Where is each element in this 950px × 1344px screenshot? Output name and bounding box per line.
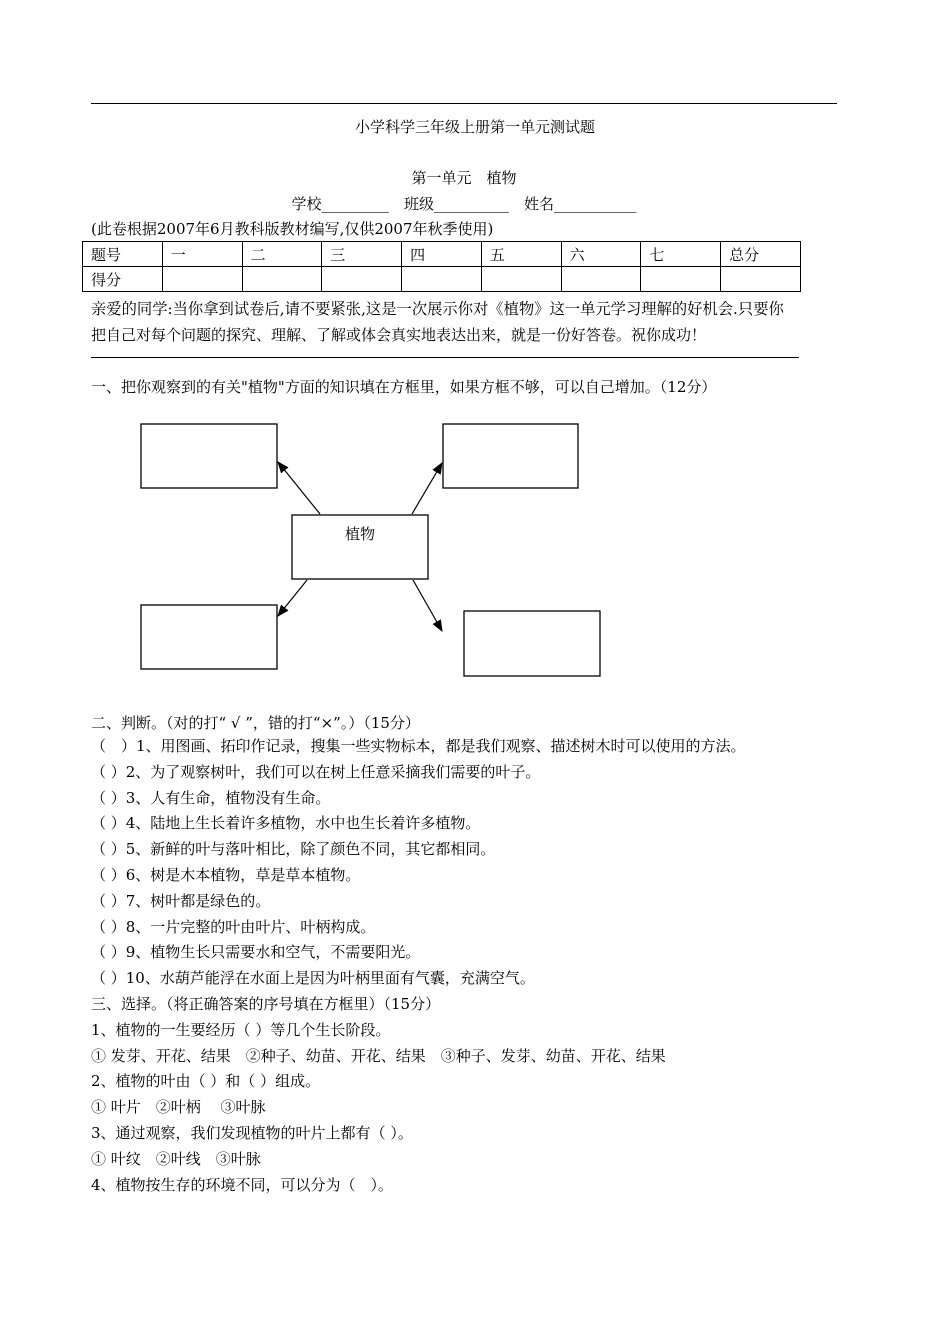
answer-box-top-right[interactable] <box>443 424 578 488</box>
table-cell: 四 <box>402 242 482 267</box>
judgement-item: （ ）4、陆地上生长着许多植物，水中也生长着许多植物。 <box>91 814 481 833</box>
judgement-item: （ ）5、新鲜的叶与落叶相比，除了颜色不同，其它都相同。 <box>91 840 496 859</box>
choice-line: 3、通过观察，我们发现植物的叶片上都有（ ）。 <box>91 1123 413 1142</box>
choice-line: ① 叶片 ②叶柄 ③叶脉 <box>91 1098 266 1117</box>
arrow-top-right <box>412 463 442 514</box>
choice-line: 1、植物的一生要经历（ ）等几个生长阶段。 <box>91 1020 391 1039</box>
intro-line-2: 把自己对每个问题的探究、理解、了解或体会真实地表达出来，就是一份好答卷。祝你成功！ <box>91 326 707 344</box>
choice-section <box>91 992 666 1198</box>
arrow-bottom-left <box>278 580 307 616</box>
judgement-item: （ ）2、为了观察树叶，我们可以在树上任意采摘我们需要的叶子。 <box>91 762 541 781</box>
choice-line: 4、植物按生存的环境不同，可以分为（ ）。 <box>91 1175 394 1194</box>
table-cell: 得分 <box>83 267 163 292</box>
judgement-item: （ ）6、树是木本植物，草是草本植物。 <box>91 865 361 884</box>
judgement-item: （ ）8、一片完整的叶由叶片、叶柄构成。 <box>91 917 376 936</box>
table-cell: 题号 <box>83 242 163 267</box>
table-cell: 总分 <box>721 242 801 267</box>
judgement-list <box>91 734 746 992</box>
center-label: 植物 <box>344 525 375 543</box>
student-info-line: 学校_________ 班级__________ 姓名___________ <box>291 195 637 213</box>
exam-title: 小学科学三年级上册第一单元测试题 <box>354 118 595 136</box>
exam-note: (此卷根据2007年6月教科版教材编写,仅供2007年秋季使用) <box>91 220 494 238</box>
section1-heading: 一、把你观察到的有关"植物"方面的知识填在方框里，如果方框不够，可以自己增加。（12分） <box>91 378 717 396</box>
choice-line: ① 叶纹 ②叶线 ③叶脉 <box>91 1149 261 1168</box>
answer-box-bottom-left[interactable] <box>141 605 277 669</box>
judgement-item: （ ）7、树叶都是绿色的。 <box>91 891 271 910</box>
table-cell: 一 <box>162 242 242 267</box>
judgement-item: （ ）3、人有生命，植物没有生命。 <box>91 788 331 807</box>
choice-line: ① 发芽、开花、结果 ②种子、幼苗、开花、结果 ③种子、发芽、幼苗、开花、结果 <box>91 1046 666 1065</box>
section3-heading: 三、选择。（将正确答案的序号填在方框里）（15分） <box>91 995 441 1013</box>
answer-box-bottom-right[interactable] <box>464 611 600 676</box>
table-cell: 五 <box>481 242 561 267</box>
choice-line: 2、植物的叶由（ ）和（ ）组成。 <box>91 1072 321 1091</box>
answer-box-top-left[interactable] <box>141 424 277 488</box>
arrow-bottom-right <box>413 580 442 631</box>
section2-heading: 二、判断。（对的打“ √ ”，错的打“×”。）（15分） <box>91 714 420 732</box>
arrow-top-left <box>278 462 320 514</box>
judgement-item: （ ）9、植物生长只需要水和空气，不需要阳光。 <box>91 943 421 962</box>
table-cell: 七 <box>641 242 721 267</box>
unit-title: 第一单元 植物 <box>411 169 517 187</box>
intro-line-1: 亲爱的同学:当你拿到试卷后,请不要紧张,这是一次展示你对《植物》这一单元学习理解的好机会.只要你 <box>91 300 784 318</box>
table-cell: 三 <box>322 242 402 267</box>
table-cell: 二 <box>242 242 322 267</box>
judgement-item: （ ）1、用图画、拓印作记录，搜集一些实物标本，都是我们观察、描述树木时可以使用的方法。 <box>91 737 746 755</box>
table-cell: 六 <box>561 242 641 267</box>
judgement-item: （ ）10、水葫芦能浮在水面上是因为叶柄里面有气囊，充满空气。 <box>91 969 535 988</box>
